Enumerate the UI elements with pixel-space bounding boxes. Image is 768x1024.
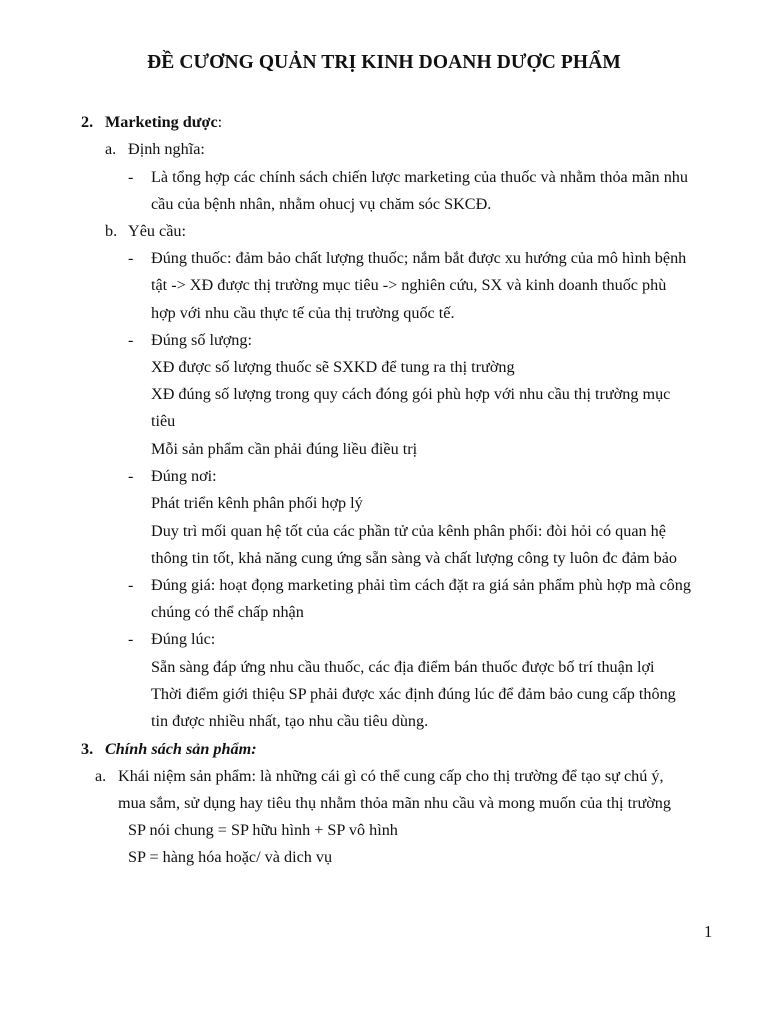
product-formula-line: SP nói chung = SP hữu hình + SP vô hình [128, 821, 398, 839]
section-3a-label: a. [95, 767, 107, 785]
section-2a-heading: Định nghĩa: [128, 140, 205, 158]
requirement-line: thông tin tốt, khả năng cung ứng sẵn sàng và chất lượng công ty luôn đc đảm bảo [151, 549, 678, 567]
requirement-line: hợp với nhu cầu thực tế của thị trường quốc tế. [151, 304, 455, 322]
section-2-heading-line [105, 112, 222, 132]
section-3-number: 3. [81, 740, 94, 758]
requirement-line: Mỗi sản phẩm cần phải đúng liều điều trị [151, 440, 418, 458]
bullet-dash: - [128, 168, 134, 186]
requirement-line: Duy trì mối quan hệ tốt của các phần tử của kênh phân phối: đòi hỏi có quan hệ [151, 522, 666, 540]
section-2-heading: Marketing dược [105, 113, 218, 131]
requirement-line: Sẵn sàng đáp ứng nhu cầu thuốc, các địa điểm bán thuốc được bố trí thuận lợi [151, 658, 655, 676]
requirement-line: Đúng thuốc: đảm bảo chất lượng thuốc; nắm bắt được xu hướng của mô hình bệnh [151, 249, 687, 267]
bullet-dash: - [128, 467, 134, 485]
requirement-line: Đúng số lượng: [151, 331, 252, 349]
requirement-line: Phát triển kênh phân phối hợp lý [151, 494, 363, 512]
product-concept-line: Khái niệm sản phẩm: là những cái gì có thể cung cấp cho thị trường để tạo sự chú ý, [118, 767, 664, 785]
bullet-dash: - [128, 249, 134, 267]
requirement-line: XĐ đúng số lượng trong quy cách đóng gói phù hợp với nhu cầu thị trường mục [151, 385, 671, 403]
section-2-colon: : [217, 113, 223, 131]
requirement-line: chúng có thể chấp nhận [151, 603, 304, 621]
section-2a-label: a. [105, 140, 117, 158]
section-2-number: 2. [81, 113, 94, 131]
requirement-line: tật -> XĐ được thị trường mục tiêu -> nghiên cứu, SX và kinh doanh thuốc phù [151, 276, 667, 294]
requirement-line: Đúng lúc: [151, 630, 216, 648]
product-formula-line: SP = hàng hóa hoặc/ và dich vụ [128, 848, 333, 866]
product-concept-line: mua sắm, sử dụng hay tiêu thụ nhằm thỏa mãn nhu cầu và mong muốn của thị trường [118, 794, 671, 812]
requirement-line: Đúng giá: hoạt đọng marketing phải tìm cách đặt ra giá sản phẩm phù hợp mà công [151, 576, 691, 594]
requirement-line: XĐ được số lượng thuốc sẽ SXKD để tung ra thị trường [151, 358, 515, 376]
requirement-line: Đúng nơi: [151, 467, 217, 485]
bullet-dash: - [128, 576, 134, 594]
bullet-dash: - [128, 630, 134, 648]
page-number: 1 [704, 922, 713, 941]
requirement-line: tiêu [151, 412, 176, 430]
bullet-dash: - [128, 331, 134, 349]
definition-line-1: Là tổng hợp các chính sách chiến lược marketing của thuốc và nhằm thỏa mãn nhu [151, 168, 688, 186]
section-2b-heading: Yêu cầu: [128, 222, 186, 240]
section-2b-label: b. [105, 222, 118, 240]
document-title: ĐỀ CƯƠNG QUẢN TRỊ KINH DOANH DƯỢC PHẨM [147, 52, 621, 73]
requirement-line: Thời điểm giới thiệu SP phải được xác định đúng lúc để đảm bảo cung cấp thông [151, 685, 676, 703]
definition-line-2: cầu của bệnh nhân, nhằm ohucj vụ chăm sóc SKCĐ. [151, 195, 492, 213]
section-3-heading: Chính sách sản phẩm: [105, 740, 257, 758]
requirement-line: tin được nhiều nhất, tạo nhu cầu tiêu dùng. [151, 712, 429, 730]
